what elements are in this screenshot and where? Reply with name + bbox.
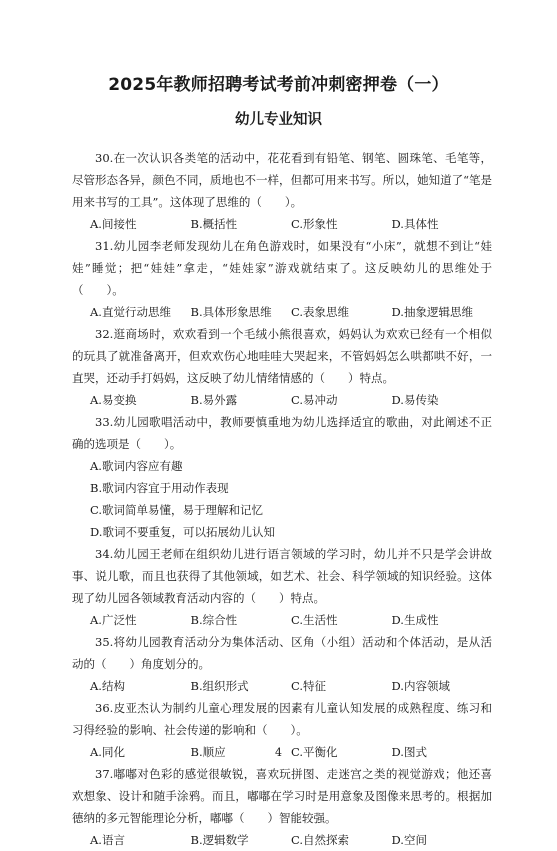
question-stem: 30.在一次认识各类笔的活动中，花花看到有铅笔、钢笔、圆珠笔、毛笔等，尽管形态各异，颜色不同，质地也不一样，但都可用来书写。所以，她知道了“笔是用来书写的工具”。这体现了思维的（ ）。 bbox=[72, 151, 492, 209]
option-c: C.表象思维 bbox=[291, 305, 350, 319]
option-c: C.易冲动 bbox=[291, 393, 338, 407]
option-d: D.空间 bbox=[391, 833, 427, 847]
option-column bbox=[72, 455, 492, 543]
option-b: B.具体形象思维 bbox=[190, 305, 272, 319]
option-row bbox=[72, 389, 492, 411]
option-d: D.抽象逻辑思维 bbox=[391, 305, 473, 319]
option-c: C.歌词简单易懂，易于理解和记忆 bbox=[90, 503, 264, 517]
option-c: C.形象性 bbox=[291, 217, 338, 231]
option-a: A.同化 bbox=[90, 745, 125, 759]
option-a: A.易变换 bbox=[90, 393, 137, 407]
option-b: B.综合性 bbox=[190, 613, 238, 627]
option-c: C.特征 bbox=[291, 679, 327, 693]
question-stem: 31.幼儿园李老师发现幼儿在角色游戏时，如果没有“小床”，就想不到让“娃娃”睡觉；把“娃娃”拿走，“娃娃家”游戏就结束了。这反映幼儿的思维处于（ ）。 bbox=[72, 239, 492, 297]
option-row bbox=[72, 675, 492, 697]
section-title: 幼儿专业知识 bbox=[235, 112, 322, 128]
option-a: A.直觉行动思维 bbox=[90, 305, 171, 319]
option-c: C.自然探索 bbox=[291, 833, 350, 847]
option-a: A.歌词内容应有趣 bbox=[90, 459, 183, 473]
page-number: 4 bbox=[275, 746, 282, 759]
option-row bbox=[72, 213, 492, 235]
option-d: D.具体性 bbox=[391, 217, 439, 231]
question-stem: 35.将幼儿园教育活动分为集体活动、区角（小组）活动和个体活动，是从活动的（ ）角度划分的。 bbox=[72, 635, 492, 671]
option-b: B.歌词内容宜于用动作表现 bbox=[90, 481, 229, 495]
question-35 bbox=[72, 631, 492, 697]
option-d: D.歌词不要重复，可以拓展幼儿认知 bbox=[90, 525, 275, 539]
option-b: B.概括性 bbox=[190, 217, 238, 231]
option-row bbox=[72, 301, 492, 323]
option-c: C.生活性 bbox=[291, 613, 338, 627]
option-d: D.生成性 bbox=[391, 613, 439, 627]
option-a: A.语言 bbox=[90, 833, 125, 847]
option-a: A.广泛性 bbox=[90, 613, 137, 627]
question-37 bbox=[72, 763, 492, 851]
exam-title: 2025年教师招聘考试考前冲刺密押卷（一） bbox=[108, 75, 449, 95]
question-stem: 36.皮亚杰认为制约儿童心理发展的因素有儿童认知发展的成熟程度、练习和习得经验的影响、社会传递的影响和（ ）。 bbox=[72, 701, 492, 737]
question-stem: 33.幼儿园歌唱活动中，教师要慎重地为幼儿选择适宜的歌曲，对此阐述不正确的选项是（ ）。 bbox=[72, 415, 492, 451]
question-32 bbox=[72, 323, 492, 411]
option-row bbox=[72, 829, 492, 851]
option-d: D.内容领域 bbox=[391, 679, 450, 693]
question-30 bbox=[72, 147, 492, 235]
question-31 bbox=[72, 235, 492, 323]
question-stem: 34.幼儿园王老师在组织幼儿进行语言领域的学习时，幼儿并不只是学会讲故事、说儿歌，而且也获得了其他领域，如艺术、社会、科学领域的知识经验。这体现了幼儿园各领域教育活动内容的（ ）特点。 bbox=[72, 547, 492, 605]
question-33 bbox=[72, 411, 492, 543]
option-d: D.图式 bbox=[391, 745, 427, 759]
option-a: A.结构 bbox=[90, 679, 125, 693]
question-34 bbox=[72, 543, 492, 631]
question-stem: 32.逛商场时，欢欢看到一个毛绒小熊很喜欢，妈妈认为欢欢已经有一个相似的玩具了就准备离开，但欢欢伤心地哇哇大哭起来，不管妈妈怎么哄都哄不好，一直哭，还动手打妈妈，这反映了幼儿情绪情感的（ ）特点。 bbox=[72, 327, 492, 385]
option-row bbox=[72, 609, 492, 631]
option-b: B.易外露 bbox=[190, 393, 238, 407]
question-stem: 37.嘟嘟对色彩的感觉很敏锐，喜欢玩拼图、走迷宫之类的视觉游戏；他还喜欢想象、设计和随手涂鸦。而且，嘟嘟在学习时是用意象及图像来思考的。根据加德纳的多元智能理论分析，嘟嘟（ ）智能较强。 bbox=[72, 767, 492, 825]
option-c: C.平衡化 bbox=[291, 745, 338, 759]
option-a: A.间接性 bbox=[90, 217, 137, 231]
option-b: B.逻辑数学 bbox=[190, 833, 249, 847]
option-b: B.顺应 bbox=[190, 745, 226, 759]
option-d: D.易传染 bbox=[391, 393, 439, 407]
option-b: B.组织形式 bbox=[190, 679, 249, 693]
